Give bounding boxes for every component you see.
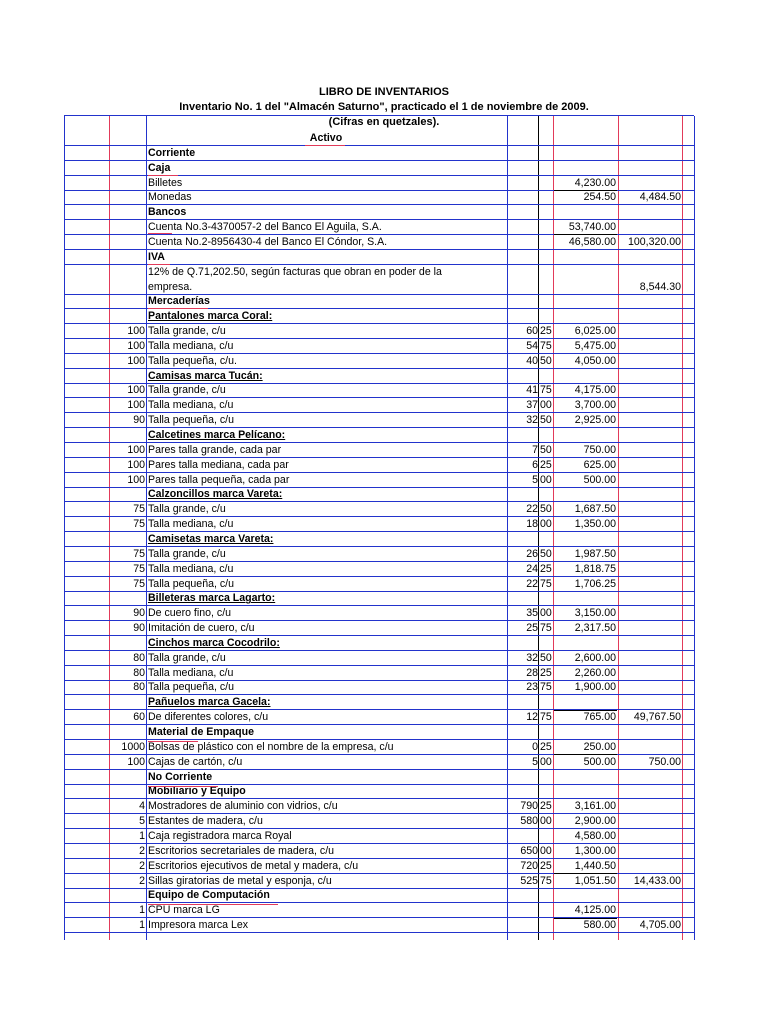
unit-price-cents: 00 bbox=[540, 755, 552, 768]
red-underline-mark bbox=[148, 308, 208, 309]
table-row bbox=[64, 532, 694, 547]
table-row bbox=[64, 740, 694, 755]
subtotal-cell: 1,987.50 bbox=[574, 547, 616, 560]
table-row bbox=[64, 666, 694, 681]
table-row bbox=[64, 859, 694, 874]
table-row bbox=[64, 443, 694, 458]
subtotal-cell: 2,260.00 bbox=[574, 666, 616, 679]
unit-price-cents: 50 bbox=[540, 547, 552, 560]
quantity-cell: 75 bbox=[133, 503, 145, 516]
red-underline-mark bbox=[148, 904, 278, 905]
subtotal-cell: 2,925.00 bbox=[574, 414, 616, 427]
quantity-cell: 90 bbox=[133, 622, 145, 635]
red-underline-mark bbox=[148, 264, 170, 265]
description-cell: Pares talla grande, cada par bbox=[148, 443, 282, 456]
quantity-cell: 80 bbox=[133, 666, 145, 679]
description-cell: De cuero fino, c/u bbox=[148, 607, 232, 620]
table-row bbox=[64, 829, 694, 844]
section-heading: Pañuelos marca Gacela: bbox=[148, 696, 271, 709]
quantity-cell: 1 bbox=[139, 904, 145, 917]
quantity-cell: 90 bbox=[133, 607, 145, 620]
unit-price-integer: 7 bbox=[532, 443, 538, 456]
sum-rule bbox=[554, 873, 617, 874]
unit-price-cents: 25 bbox=[540, 859, 552, 872]
description-cell: Talla pequeña, c/u bbox=[148, 414, 234, 427]
subtotal-cell: 2,317.50 bbox=[574, 622, 616, 635]
quantity-cell: 2 bbox=[139, 874, 145, 887]
table-row bbox=[64, 874, 694, 889]
quantity-cell: 100 bbox=[127, 339, 145, 352]
section-heading: Mobiliario y Equipo bbox=[148, 785, 246, 798]
description-cell: Impresora marca Lex bbox=[148, 919, 249, 932]
subtotal-cell: 2,600.00 bbox=[574, 651, 616, 664]
table-row bbox=[64, 190, 694, 205]
table-row bbox=[64, 324, 694, 339]
unit-price-cents: 00 bbox=[540, 607, 552, 620]
unit-price-cents: 75 bbox=[540, 874, 552, 887]
quantity-cell: 100 bbox=[127, 384, 145, 397]
subtotal-cell: 250.00 bbox=[583, 740, 616, 753]
table-row bbox=[64, 413, 694, 428]
description-cell: Talla grande, c/u bbox=[148, 503, 226, 516]
unit-price-cents: 75 bbox=[540, 622, 552, 635]
page-subtitle: Inventario No. 1 del "Almacén Saturno", practicado el 1 de noviembre de 2009. bbox=[179, 101, 589, 113]
unit-price-integer: 26 bbox=[526, 547, 538, 560]
unit-price-cents: 50 bbox=[540, 651, 552, 664]
description-cell: De diferentes colores, c/u bbox=[148, 711, 269, 724]
description-cell: Escritorios ejecutivos de metal y madera, c/u bbox=[148, 859, 359, 872]
table-row bbox=[64, 903, 694, 918]
description-cell: Imitación de cuero, c/u bbox=[148, 622, 255, 635]
subtotal-cell: 750.00 bbox=[583, 443, 616, 456]
table-row bbox=[64, 517, 694, 532]
unit-price-integer: 525 bbox=[520, 874, 538, 887]
quantity-cell: 75 bbox=[133, 577, 145, 590]
quantity-cell: 100 bbox=[127, 443, 145, 456]
quantity-cell: 75 bbox=[133, 518, 145, 531]
description-cell: Talla pequeña, c/u bbox=[148, 681, 234, 694]
subtotal-cell: 1,440.50 bbox=[574, 859, 616, 872]
description-cell: empresa. bbox=[148, 280, 193, 293]
subtotal-cell: 765.00 bbox=[583, 711, 616, 724]
unit-price-cents: 25 bbox=[540, 800, 552, 813]
unit-price-cents: 25 bbox=[540, 325, 552, 338]
subtotal-cell: 625.00 bbox=[583, 458, 616, 471]
unit-price-integer: 25 bbox=[526, 622, 538, 635]
section-heading: Cinchos marca Cocodrilo: bbox=[148, 636, 280, 649]
table-row bbox=[64, 131, 694, 146]
table-row bbox=[64, 369, 694, 384]
subtotal-cell: 1,706.25 bbox=[574, 577, 616, 590]
quantity-cell: 2 bbox=[139, 844, 145, 857]
table-row bbox=[64, 710, 694, 725]
description-cell: Talla pequeña, c/u bbox=[148, 577, 234, 590]
unit-price-integer: 35 bbox=[526, 607, 538, 620]
sum-rule bbox=[554, 918, 617, 919]
table-row bbox=[64, 680, 694, 695]
unit-price-integer: 23 bbox=[526, 681, 538, 694]
table-row bbox=[64, 473, 694, 488]
description-cell: Cajas de cartón, c/u bbox=[148, 755, 243, 768]
unit-price-integer: 24 bbox=[526, 562, 538, 575]
quantity-cell: 1 bbox=[139, 919, 145, 932]
quantity-cell: 100 bbox=[127, 354, 145, 367]
quantity-cell: 100 bbox=[127, 399, 145, 412]
subtotal-cell: 1,300.00 bbox=[574, 844, 616, 857]
table-row bbox=[64, 265, 694, 280]
description-cell: Bolsas de plástico con el nombre de la empresa, c/u bbox=[148, 740, 394, 753]
subtotal-cell: 4,230.00 bbox=[574, 176, 616, 189]
red-underline-mark bbox=[148, 233, 172, 234]
unit-price-cents: 50 bbox=[540, 503, 552, 516]
unit-price-integer: 720 bbox=[520, 859, 538, 872]
total-cell: 8,544.30 bbox=[639, 280, 681, 293]
quantity-cell: 60 bbox=[133, 711, 145, 724]
quantity-cell: 80 bbox=[133, 681, 145, 694]
total-cell: 14,433.00 bbox=[633, 874, 681, 887]
description-cell: Caja registradora marca Royal bbox=[148, 829, 292, 842]
table-row bbox=[64, 235, 694, 250]
subtotal-cell: 1,051.50 bbox=[574, 874, 616, 887]
unit-price-cents: 75 bbox=[540, 681, 552, 694]
unit-price-integer: 22 bbox=[526, 503, 538, 516]
unit-price-cents: 50 bbox=[540, 443, 552, 456]
unit-price-cents: 75 bbox=[540, 577, 552, 590]
unit-price-cents: 75 bbox=[540, 339, 552, 352]
quantity-cell: 1 bbox=[139, 829, 145, 842]
section-heading: IVA bbox=[148, 250, 165, 263]
grid-col-edge bbox=[694, 116, 695, 940]
total-cell: 4,705.00 bbox=[639, 919, 681, 932]
sum-rule bbox=[554, 754, 617, 755]
table-row bbox=[64, 458, 694, 473]
unit-price-integer: 580 bbox=[520, 815, 538, 828]
subtotal-cell: 6,025.00 bbox=[574, 325, 616, 338]
subtotal-cell: 1,818.75 bbox=[574, 562, 616, 575]
description-cell: Talla mediana, c/u bbox=[148, 339, 234, 352]
table-row bbox=[64, 280, 694, 295]
table-row bbox=[64, 621, 694, 636]
unit-price-cents: 00 bbox=[540, 399, 552, 412]
table-row bbox=[64, 562, 694, 577]
description-cell: Talla grande, c/u bbox=[148, 547, 226, 560]
table-row bbox=[64, 577, 694, 592]
description-cell: Estantes de madera, c/u bbox=[148, 815, 263, 828]
quantity-cell: 75 bbox=[133, 562, 145, 575]
red-underline-mark bbox=[148, 786, 218, 787]
red-underline-mark bbox=[305, 145, 345, 146]
table-row bbox=[64, 755, 694, 770]
subtotal-cell: 46,580.00 bbox=[568, 235, 616, 248]
sum-rule bbox=[554, 710, 617, 711]
unit-price-cents: 25 bbox=[540, 740, 552, 753]
section-heading: Camisas marca Tucán: bbox=[148, 369, 263, 382]
description-cell: Talla mediana, c/u bbox=[148, 562, 234, 575]
total-cell: 49,767.50 bbox=[633, 711, 681, 724]
unit-price-integer: 12 bbox=[526, 711, 538, 724]
section-heading: Equipo de Computación bbox=[148, 889, 270, 902]
subtotal-cell: 500.00 bbox=[583, 755, 616, 768]
quantity-cell: 1000 bbox=[121, 740, 145, 753]
unit-price-cents: 50 bbox=[540, 414, 552, 427]
subtotal-cell: 4,125.00 bbox=[574, 904, 616, 917]
subtotal-cell: 1,900.00 bbox=[574, 681, 616, 694]
subtotal-cell: 1,687.50 bbox=[574, 503, 616, 516]
unit-price-integer: 5 bbox=[532, 755, 538, 768]
table-row bbox=[64, 161, 694, 176]
table-row bbox=[64, 205, 694, 220]
description-cell: Talla mediana, c/u bbox=[148, 399, 234, 412]
description-cell: Talla grande, c/u bbox=[148, 651, 226, 664]
section-heading: Camisetas marca Vareta: bbox=[148, 532, 274, 545]
quantity-cell: 100 bbox=[127, 325, 145, 338]
section-heading: Caja bbox=[148, 161, 171, 174]
description-cell: Escritorios secretariales de madera, c/u bbox=[148, 844, 335, 857]
subtotal-cell: 500.00 bbox=[583, 473, 616, 486]
table-row bbox=[64, 814, 694, 829]
table-row bbox=[64, 606, 694, 621]
subtotal-cell: 53,740.00 bbox=[568, 221, 616, 234]
unit-price-integer: 60 bbox=[526, 325, 538, 338]
description-cell: Mostradores de aluminio con vidrios, c/u bbox=[148, 800, 338, 813]
unit-price-integer: 5 bbox=[532, 473, 538, 486]
table-row bbox=[64, 725, 694, 740]
quantity-cell: 75 bbox=[133, 547, 145, 560]
description-cell: Talla pequeña, c/u. bbox=[148, 354, 237, 367]
section-heading: Activo bbox=[309, 132, 343, 144]
table-top-border bbox=[64, 115, 694, 116]
quantity-cell: 90 bbox=[133, 414, 145, 427]
table-row bbox=[64, 502, 694, 517]
section-heading: No Corriente bbox=[148, 770, 213, 783]
section-heading: Pantalones marca Coral: bbox=[148, 310, 273, 323]
description-cell: CPU marca LG bbox=[148, 904, 220, 917]
unit-price-integer: 790 bbox=[520, 800, 538, 813]
section-heading: Mercaderías bbox=[148, 295, 210, 308]
subtotal-cell: 3,161.00 bbox=[574, 800, 616, 813]
table-row bbox=[64, 354, 694, 369]
unit-price-cents: 00 bbox=[540, 518, 552, 531]
unit-price-integer: 54 bbox=[526, 339, 538, 352]
unit-price-cents: 00 bbox=[540, 844, 552, 857]
section-heading: Bancos bbox=[148, 206, 187, 219]
unit-price-integer: 0 bbox=[532, 740, 538, 753]
subtotal-cell: 3,700.00 bbox=[574, 399, 616, 412]
unit-price-integer: 6 bbox=[532, 458, 538, 471]
unit-price-cents: 00 bbox=[540, 473, 552, 486]
total-cell: 100,320.00 bbox=[627, 235, 681, 248]
total-cell: 4,484.50 bbox=[639, 191, 681, 204]
table-row bbox=[64, 695, 694, 710]
description-cell: Talla grande, c/u bbox=[148, 325, 226, 338]
unit-price-integer: 32 bbox=[526, 414, 538, 427]
table-row bbox=[64, 770, 694, 785]
description-cell: Pares talla pequeña, cada par bbox=[148, 473, 290, 486]
table-row bbox=[64, 309, 694, 324]
unit-price-cents: 75 bbox=[540, 711, 552, 724]
subtotal-cell: 1,350.00 bbox=[574, 518, 616, 531]
table-row bbox=[64, 428, 694, 443]
section-heading: Billeteras marca Lagarto: bbox=[148, 592, 276, 605]
section-heading: Calcetines marca Pelícano: bbox=[148, 429, 286, 441]
table-row bbox=[64, 339, 694, 354]
section-heading: Corriente bbox=[148, 146, 196, 159]
table-row bbox=[64, 651, 694, 666]
table-row bbox=[64, 398, 694, 413]
description-cell: 12% de Q.71,202.50, según facturas que obran en poder de la bbox=[148, 265, 442, 278]
description-cell: Talla mediana, c/u bbox=[148, 518, 234, 531]
table-row bbox=[64, 176, 694, 191]
unit-price-integer: 18 bbox=[526, 518, 538, 531]
unit-price-cents: 25 bbox=[540, 562, 552, 575]
quantity-cell: 100 bbox=[127, 473, 145, 486]
table-row bbox=[64, 799, 694, 814]
table-row bbox=[64, 146, 694, 161]
table-row bbox=[64, 250, 694, 265]
table-row bbox=[64, 888, 694, 903]
subtotal-cell: 5,475.00 bbox=[574, 339, 616, 352]
table-row bbox=[64, 844, 694, 859]
unit-price-cents: 25 bbox=[540, 666, 552, 679]
unit-price-cents: 25 bbox=[540, 458, 552, 471]
total-cell: 750.00 bbox=[648, 755, 681, 768]
description-cell: Talla grande, c/u bbox=[148, 384, 226, 397]
subtotal-cell: 580.00 bbox=[583, 919, 616, 932]
table-row bbox=[64, 918, 694, 933]
unit-price-integer: 37 bbox=[526, 399, 538, 412]
section-heading: Calzoncillos marca Vareta: bbox=[148, 488, 283, 501]
description-cell: Cuenta No.3-4370057-2 del Banco El Aguila, S.A. bbox=[148, 221, 382, 234]
description-cell: Pares talla mediana, cada par bbox=[148, 458, 289, 471]
subtotal-cell: 2,900.00 bbox=[574, 815, 616, 828]
table-row bbox=[64, 487, 694, 502]
quantity-cell: 100 bbox=[127, 755, 145, 768]
sum-rule bbox=[554, 190, 617, 191]
quantity-cell: 4 bbox=[139, 800, 145, 813]
description-cell: Talla mediana, c/u bbox=[148, 666, 234, 679]
unit-price-integer: 650 bbox=[520, 844, 538, 857]
quantity-cell: 100 bbox=[127, 458, 145, 471]
unit-price-integer: 41 bbox=[526, 384, 538, 397]
unit-price-integer: 28 bbox=[526, 666, 538, 679]
unit-price-cents: 50 bbox=[540, 354, 552, 367]
page-title: LIBRO DE INVENTARIOS bbox=[319, 86, 449, 98]
subtotal-cell: 3,150.00 bbox=[574, 607, 616, 620]
subtotal-cell: 4,175.00 bbox=[574, 384, 616, 397]
quantity-cell: 2 bbox=[139, 859, 145, 872]
red-underline-mark bbox=[148, 175, 178, 176]
unit-price-integer: 32 bbox=[526, 651, 538, 664]
table-row bbox=[64, 636, 694, 651]
quantity-cell: 5 bbox=[139, 815, 145, 828]
subtotal-cell: 4,050.00 bbox=[574, 354, 616, 367]
table-row bbox=[64, 547, 694, 562]
subtotal-cell: 4,580.00 bbox=[574, 829, 616, 842]
unit-price-cents: 00 bbox=[540, 815, 552, 828]
description-cell: Cuenta No.2-8956430-4 del Banco El Cóndor, S.A. bbox=[148, 235, 388, 248]
quantity-cell: 80 bbox=[133, 651, 145, 664]
unit-price-integer: 22 bbox=[526, 577, 538, 590]
sum-rule bbox=[554, 234, 617, 235]
description-cell: Billetes bbox=[148, 176, 183, 189]
description-cell: Sillas giratorias de metal y esponja, c/u bbox=[148, 874, 332, 887]
currency-note: (Cifras en quetzales). bbox=[328, 116, 440, 128]
subtotal-cell: 254.50 bbox=[583, 191, 616, 204]
red-underline-mark bbox=[148, 741, 198, 742]
description-cell: Monedas bbox=[148, 191, 192, 204]
table-row bbox=[64, 383, 694, 398]
section-heading: Material de Empaque bbox=[148, 726, 254, 738]
table-row bbox=[64, 591, 694, 606]
unit-price-cents: 75 bbox=[540, 384, 552, 397]
unit-price-integer: 40 bbox=[526, 354, 538, 367]
